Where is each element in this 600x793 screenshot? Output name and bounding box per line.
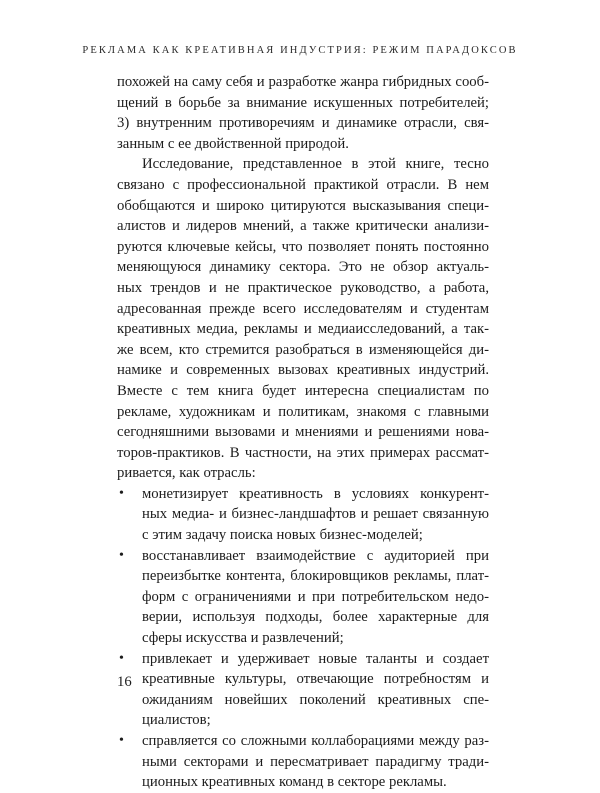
text-line: намике и современных вызовах креативных индустрий. (117, 362, 489, 379)
bullet-marker: • (119, 733, 124, 748)
page-number: 16 (117, 674, 132, 690)
running-head: РЕКЛАМА КАК КРЕАТИВНАЯ ИНДУСТРИЯ: РЕЖИМ ПАРАДОКСОВ (82, 45, 518, 56)
text-line: руются ключевые кейсы, что позволяет понять постоянно (117, 238, 489, 255)
text-line: похожей на саму себя и разработке жанра гибридных сооб- (117, 74, 489, 90)
text-line: меняющуюся динамику сектора. Это не обзор актуаль- (117, 259, 489, 276)
bullet-marker: • (119, 547, 124, 563)
bullet-text: монетизирует креативность в условиях конкурент- (142, 485, 489, 502)
bullet-item-line (117, 484, 489, 505)
text-line: ных трендов и не практическое руководство, а работа, (117, 279, 489, 296)
text-line: рекламе, художникам и политикам, знакомя с главными (117, 403, 489, 420)
bullet-item-line: верии, используя подходы, более характерные для (142, 609, 489, 626)
text-line: торов-практиков. В частности, на этих примерах рассмат- (117, 444, 489, 461)
text-line: Вместе с тем книга будет интересна специалистам по (117, 382, 489, 399)
text-line: обобщаются и широко цитируются высказывания специ- (117, 197, 489, 214)
text-line: алистов и лидеров мнений, а также критически анализи- (117, 218, 489, 235)
bullet-item-line: креативные культуры, отвечающие потребностям и (142, 671, 489, 688)
text-line: связано с профессиональной практикой отрасли. В нем (117, 176, 489, 193)
text-line: адресованная прежде всего исследователям и студентам (117, 300, 489, 317)
bullet-item-line (117, 546, 489, 567)
text-line: 3) внутренним противоречиям и динамике отрасли, свя- (117, 115, 489, 132)
bullet-item-line: ными секторами и пересматривает парадигму тради- (142, 753, 489, 770)
text-line: Исследование, представленное в этой книге, тесно (142, 156, 489, 173)
bullet-item-line: переизбытке контента, блокировщиков рекламы, плат- (142, 568, 489, 585)
bullet-text: справляется со сложными коллаборациями между раз- (142, 733, 489, 749)
body-text (117, 72, 489, 793)
bullet-item-line: сферы искусства и развлечений; (142, 630, 344, 647)
bullet-item-line (117, 731, 489, 752)
bullet-item-line: ожиданиям новейших поколений креативных спе- (142, 691, 489, 708)
bullet-item-line: циалистов; (142, 712, 211, 729)
bullet-text: привлекает и удерживает новые таланты и создает (142, 650, 489, 667)
text-line: креативных медиа, рекламы и медиаисследований, а так- (117, 321, 489, 338)
bullet-item-line: с этим задачу поиска новых бизнес-моделей; (142, 527, 423, 544)
bullet-text: восстанавливает взаимодействие с аудиторией при (142, 547, 489, 564)
bullet-marker: • (119, 650, 124, 666)
text-line: щений в борьбе за внимание искушенных потребителей; (117, 94, 489, 111)
text-line: же всем, кто стремится разобраться в изменяющейся ди- (117, 341, 489, 358)
text-line: сегодняшними вызовами и мнениями и решениями нова- (117, 424, 489, 441)
text-line: занным с ее двойственной природой. (117, 135, 349, 152)
bullet-item-line: ционных креативных команд в секторе рекламы. (142, 774, 447, 791)
bullet-item-line: форм с ограничениями и при потребительском недо- (142, 588, 489, 605)
text-line: ривается, как отрасль: (117, 465, 256, 482)
bullet-item-line: ных медиа- и бизнес-ландшафтов и решает связанную (142, 506, 489, 523)
bullet-item-line (117, 649, 489, 670)
bullet-marker: • (119, 485, 124, 501)
